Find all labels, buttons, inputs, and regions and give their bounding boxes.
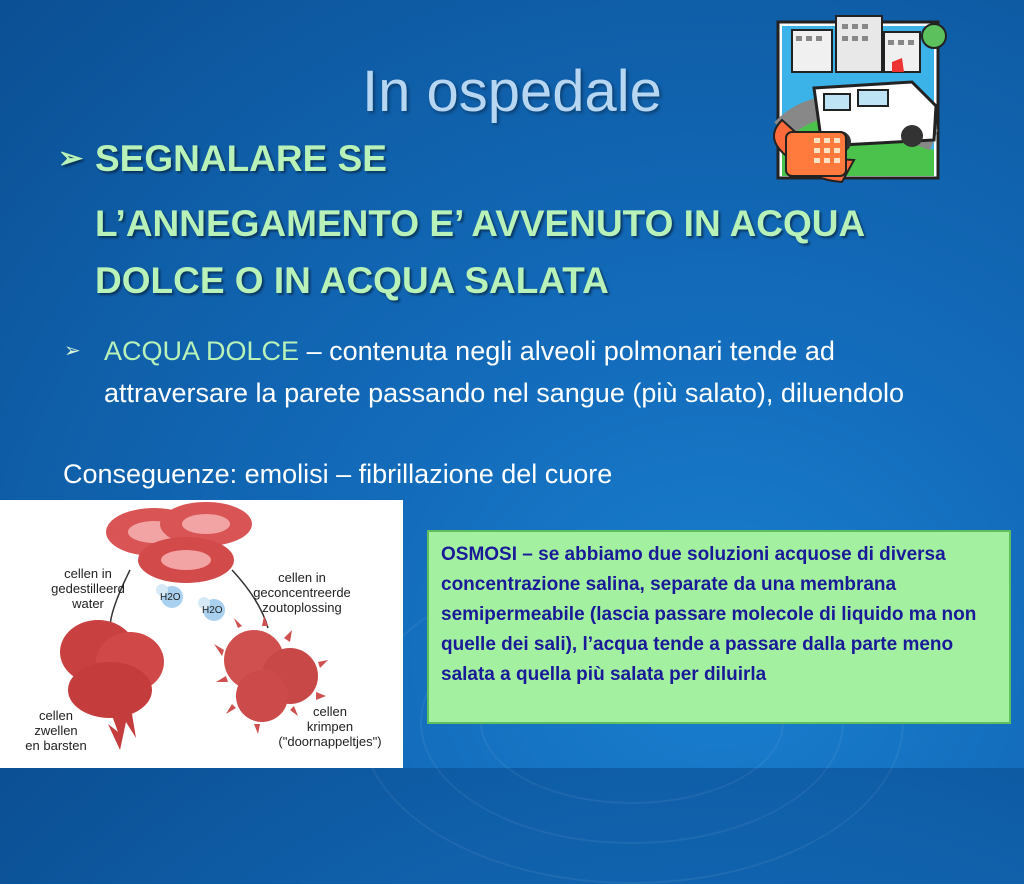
label-shrink: ("doornappeltjes"): [278, 734, 382, 749]
main-bullet-line1: SEGNALARE SE: [95, 138, 387, 179]
label-salt-solution: geconcentreerde: [253, 585, 351, 600]
consequences-text: Conseguenze: emolisi – fibrillazione del cuore: [63, 459, 613, 489]
sub-bullet: [64, 330, 914, 414]
sub-bullet-text: [104, 330, 914, 414]
sub-bullet-rest: – contenuta negli alveoli polmonari tende ad attraversare la parete passando nel sangue (più salato), diluendolo: [104, 336, 905, 408]
label-distilled-water: water: [72, 596, 104, 611]
arrow-bullet-icon: ➢: [64, 340, 81, 362]
label-shrink: cellen: [313, 704, 347, 719]
label-shrink: krimpen: [306, 719, 354, 734]
label-distilled-water: gedestilleerd: [51, 581, 125, 596]
label-salt-solution: cellen in: [278, 570, 326, 585]
main-bullet-line2: L’ANNEGAMENTO E’ AVVENUTO IN ACQUA DOLCE O IN ACQUA SALATA: [95, 203, 864, 301]
slide-title: In ospedale: [362, 59, 662, 124]
molecule-label: H2O: [160, 592, 181, 603]
molecule-label: H2O: [202, 605, 223, 616]
label-swell-burst: cellen: [39, 708, 73, 723]
red-blood-cell-osmosis-diagram: [0, 500, 403, 768]
arrow-bullet-icon: ➢: [58, 142, 84, 175]
label-swell-burst: zwellen: [34, 723, 78, 738]
label-salt-solution: zoutoplossing: [262, 600, 342, 615]
sub-bullet-highlight: ACQUA DOLCE: [104, 336, 300, 366]
main-bullet: [58, 130, 918, 309]
label-swell-burst: en barsten: [25, 738, 87, 753]
osmosis-definition-box: OSMOSI – se abbiamo due soluzioni acquose di diversa concentrazione salina, separate da una membrana semipermeabile (lascia passare molecole di liquido ma non quelle dei sali), l’acqua tende a passare dalla parte meno salata a quella più salata per diluirla: [427, 530, 1011, 724]
label-distilled-water: cellen in: [64, 566, 112, 581]
